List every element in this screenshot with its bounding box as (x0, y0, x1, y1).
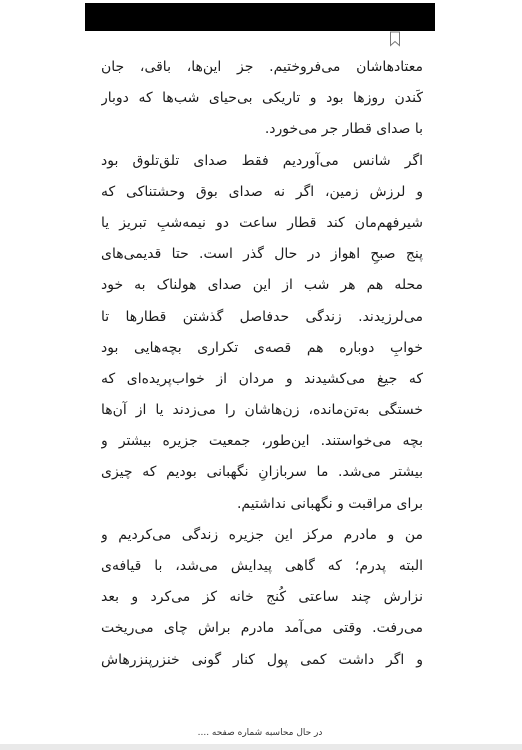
text-line: البته پدرم؛ که گاهی پیدایش می‌شد، با قیافه‌ی (101, 558, 423, 574)
text-line: پنج صبحِ اهواز در حال گذر است. حتا قدیمی‌های (101, 246, 423, 263)
text-line: با صدای قطار جر می‌خورد. (264, 121, 423, 138)
text-line: معتادهاشان می‌فروختیم. جز این‌ها، باقی، جان (101, 59, 423, 75)
text-line: نزارش چند ساعتی کُنج خانه کز می‌کرد و بعد (101, 589, 423, 606)
bookmark-icon-graphic (389, 31, 401, 47)
text-line: بیشتر می‌شد. ما سربازانِ نگهبانی بودیم که چیزی (101, 464, 423, 481)
book-text (85, 52, 435, 676)
page-number-status: در حال محاسبه شماره صفحه .... (197, 728, 323, 738)
text-line: می‌رفت. وقتی می‌آمد مادرم براش چای می‌ریخت (101, 620, 423, 637)
text-line: خوابِ دوباره هم قصه‌ی تکراری بچه‌هایی بود (101, 339, 423, 356)
top-toolbar[interactable] (85, 3, 435, 31)
text-line: که جیغ می‌کشیدند و مردان از خواب‌پریده‌ای که (101, 370, 423, 387)
text-line: من و مادرم مرکز این جزیره زندگی می‌کردیم و (101, 526, 423, 543)
text-line: برای مراقبت و نگهبانی نداشتیم. (236, 495, 423, 512)
text-line: و لرزش زمین، اگر نه صدای بوق وحشتناکی که (101, 183, 423, 200)
bookmark-icon[interactable] (389, 31, 401, 47)
bottom-edge (0, 744, 522, 750)
reader-page[interactable] (85, 52, 435, 720)
text-line: محله هم هر شب از این صدای هولناک به خود (101, 277, 423, 294)
text-line: کَندن روزها بود و تاریکی بی‌حیای شب‌ها که دوبار (101, 90, 423, 107)
text-line: بچه می‌خواستند. این‌طور، جمعیت جزیره بیشتر و (101, 433, 423, 450)
text-line: خستگی به‌تن‌مانده، زن‌هاشان را می‌زدند یا از آن‌ها (101, 402, 423, 419)
text-line: می‌لرزیدند. زندگی حدفاصل گذشتن قطارها تا (101, 308, 423, 325)
text-line: و اگر داشت کمی پول کنار گونی خنزرپنزرهاش (101, 651, 423, 668)
text-line: اگر شانس می‌آوردیم فقط صدای تلق‌تلوق بود (101, 152, 423, 169)
text-line: شیرفهم‌مان کند قطار ساعت دو نیمه‌شبِ تبریز یا (101, 214, 423, 231)
